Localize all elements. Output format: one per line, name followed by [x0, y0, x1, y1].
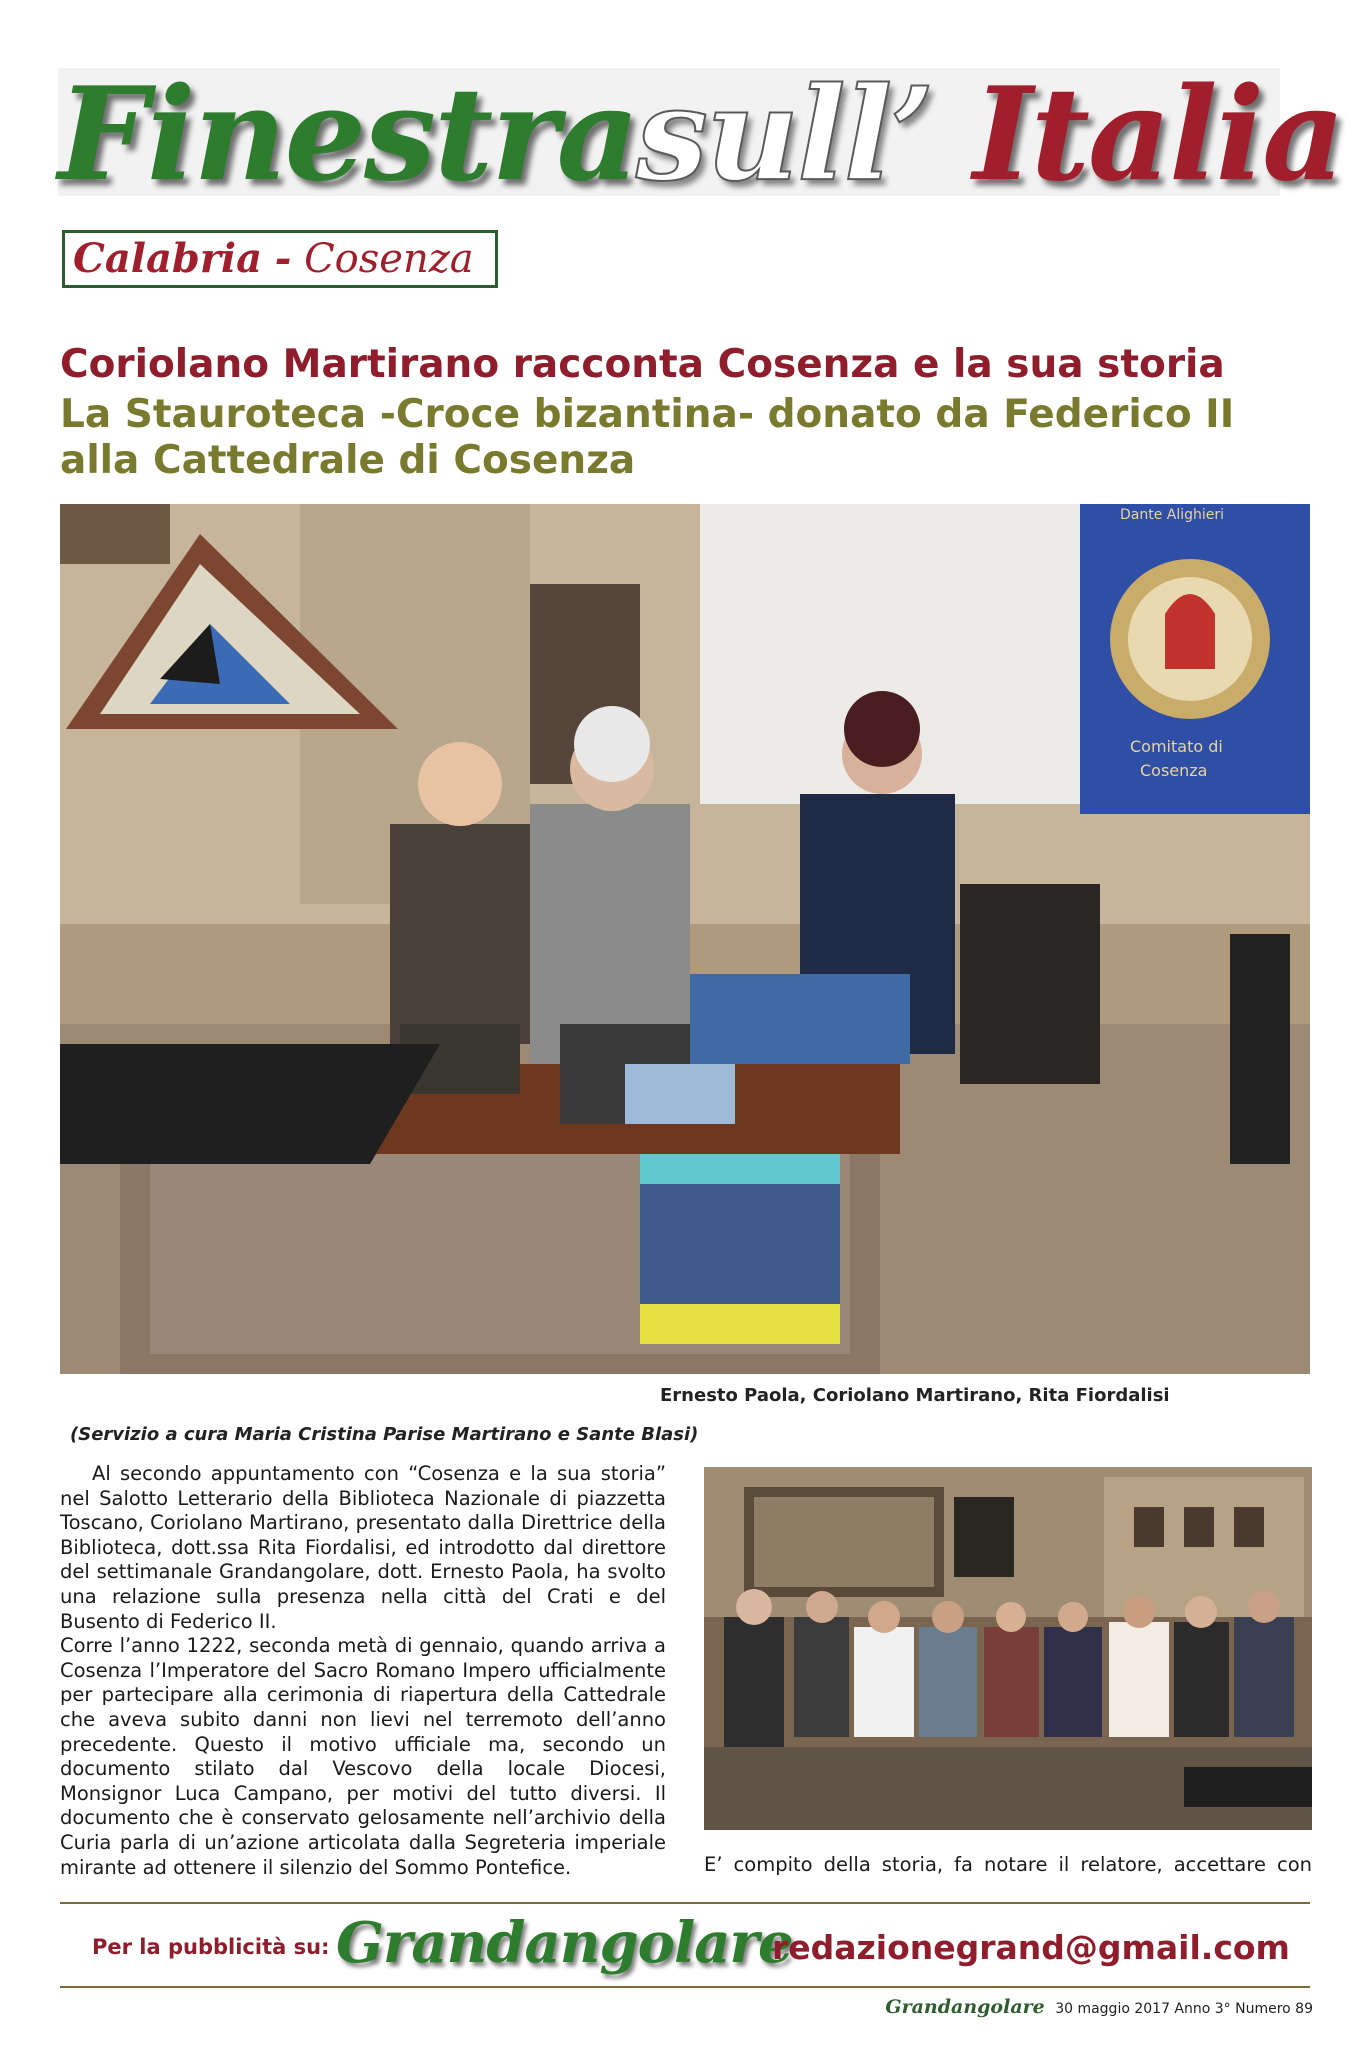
section-label — [62, 230, 498, 288]
audience-figures — [724, 1589, 1294, 1747]
masthead — [58, 60, 1344, 210]
column2-start-text: E’ compito della storia, fa notare il relatore, accettare con — [704, 1853, 1312, 1876]
banner-seal-top: Dante Alighieri — [1120, 507, 1225, 523]
section-city: Cosenza — [304, 236, 474, 282]
article-subheadline: La Stauroteca -Croce bizantina- donato da Federico II alla Cattedrale di Cosenza — [60, 392, 1235, 483]
advert-label: Per la pubblicità su: — [92, 1935, 330, 1959]
advert-brand-logo: Grandangolare — [336, 1910, 793, 1976]
masthead-word-italia: Italia — [973, 60, 1344, 210]
section-separator: - — [274, 235, 292, 282]
masthead-word-finestra: Finestra — [58, 60, 638, 210]
article-body — [60, 1462, 666, 1880]
advert-rule-bottom — [60, 1986, 1310, 1988]
advert-email-link[interactable]: redazionegrand@gmail.com — [772, 1928, 1290, 1967]
page-footer — [885, 1996, 1313, 2018]
advert-rule-top — [60, 1902, 1310, 1904]
banner-seal-line2: Cosenza — [1140, 761, 1208, 780]
banner-seal-line1: Comitato di — [1130, 737, 1223, 756]
audience-photo — [704, 1467, 1312, 1830]
main-photo-illustration — [60, 504, 1310, 1374]
masthead-word-sull: sull’ — [636, 60, 933, 210]
footer-brand: Grandangolare — [885, 1996, 1045, 2018]
article-headline: Coriolano Martirano racconta Cosenza e la sua storia — [60, 342, 1225, 387]
audience-photo-illustration — [704, 1467, 1312, 1830]
article-paragraph-1: Al secondo appuntamento con “Cosenza e la sua storia” nel Salotto Letterario della Biblioteca Nazionale di piazzetta Toscano, Coriolano Martirano, presentato dalla Direttrice della Biblioteca, dott.ssa Rita Fiordalisi, ed introdotto dal direttore del settimanale Grandangolare, dott. Ernesto Paola, ha svolto una relazione sulla presenza nella città del Crati e del Busento di Federico II. — [60, 1462, 666, 1633]
article-credit: (Servizio a cura Maria Cristina Parise Martirano e Sante Blasi) — [70, 1424, 699, 1445]
main-photo-caption: Ernesto Paola, Coriolano Martirano, Rita Fiordalisi — [660, 1385, 1170, 1406]
section-region: Calabria — [73, 235, 263, 282]
article-paragraph-2: Corre l’anno 1222, seconda metà di gennaio, quando arriva a Cosenza l’Imperatore del Sacro Romano Impero ufficialmente per partecipare alla cerimonia di riapertura della Cattedrale che aveva subito danni non lievi nel terremoto dell’anno precedente. Questo il motivo ufficiale ma, secondo un documento stilato dal Vescovo della locale Diocesi, Monsignor Luca Campano, per motivi del tutto diversi. Il documento che è conservato gelosamente nell’archivio della Curia parla di un’azione articolata dalla Segreteria imperiale mirante ad ottenere il silenzio del Sommo Pontefice. — [60, 1634, 666, 1879]
footer-issue: 30 maggio 2017 Anno 3° Numero 89 — [1055, 2001, 1313, 2017]
main-photo — [60, 504, 1310, 1374]
